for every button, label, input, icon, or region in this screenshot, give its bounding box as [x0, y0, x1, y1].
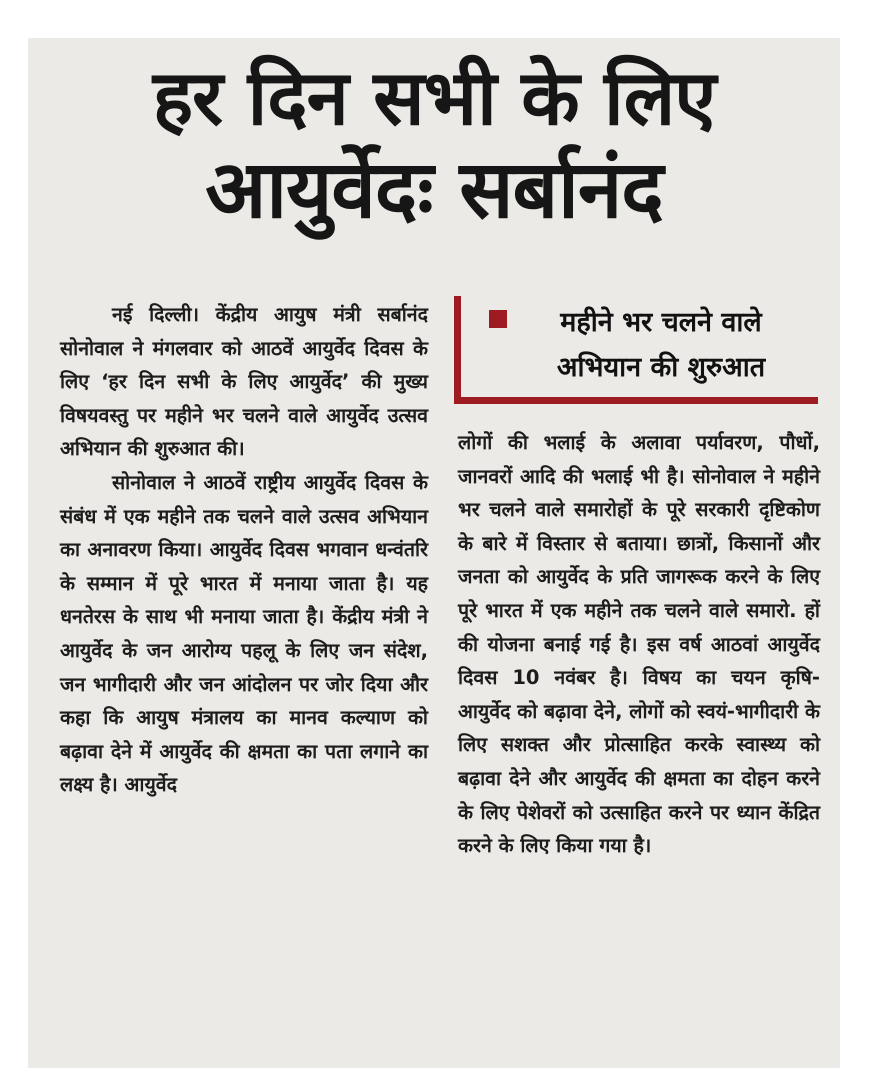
right-column: [458, 426, 820, 863]
left-column: [60, 298, 428, 802]
headline-line-1: हर दिन सभी के लिए: [152, 53, 716, 142]
newspaper-clipping: [28, 38, 840, 1068]
subheading-line-2: अभियान की शुरुआत: [556, 352, 766, 383]
left-paragraph-1: नई दिल्ली। केंद्रीय आयुष मंत्री सर्बानंद सोनोवाल ने मंगलवार को आठवें आयुर्वेद दिवस के लिए ‘हर दिन सभी के लिए आयुर्वेद’ की मुख्य विषयवस्तु पर महीने भर चलने वाले आयुर्वेद उत्सव अभियान की शुरुआत की।: [60, 303, 428, 461]
subheading: [501, 300, 821, 390]
subheading-box: [454, 296, 818, 404]
headline: [28, 53, 840, 236]
subheading-line-1: महीने भर चलने वाले: [560, 307, 762, 338]
headline-line-2: आयुर्वेदः सर्बानंद: [205, 143, 663, 236]
left-paragraph-2: सोनोवाल ने आठवें राष्ट्रीय आयुर्वेद दिवस के संबंध में एक महीने तक चलने वाले उत्सव अभियान का अनावरण किया। आयुर्वेद दिवस भगवान धन्वंतरि के सम्मान में पूरे भारत में मनाया जाता है। यह धनतेरस के साथ भी मनाया जाता है। केंद्रीय मंत्री ने आयुर्वेद के जन आरोग्य पहलू के लिए जन संदेश, जन भागीदारी और जन आंदोलन पर जोर दिया और कहा कि आयुष मंत्रालय का मानव कल्याण को बढ़ावा देने में आयुर्वेद की क्षमता का पता लगाने का लक्ष्य है। आयुर्वेद: [60, 470, 428, 797]
right-paragraph-1: लोगों की भलाई के अलावा पर्यावरण, पौधों, जानवरों आदि की भलाई भी है। सोनोवाल ने महीने भर चलने वाले समारोहों के पूरे सरकारी दृष्टिकोण के बारे में विस्तार से बताया। छात्रों, किसानों और जनता को आयुर्वेद के प्रति जागरूक करने के लिए पूरे भारत में एक महीने तक चलने वाले समारो. हों की योजना बनाई गई है। इस वर्ष आठवां आयुर्वेद दिवस 10 नवंबर है। विषय का चयन कृषि- आयुर्वेद को बढ़ावा देने, लोगों को स्वयं-भागीदारी के लिए सशक्त और प्रोत्साहित करके स्वास्थ्य को बढ़ावा देने और आयुर्वेद की क्षमता का दोहन करने के लिए पेशेवरों को उत्साहित करने पर ध्यान केंद्रित करने के लिए किया गया है।: [458, 431, 820, 858]
